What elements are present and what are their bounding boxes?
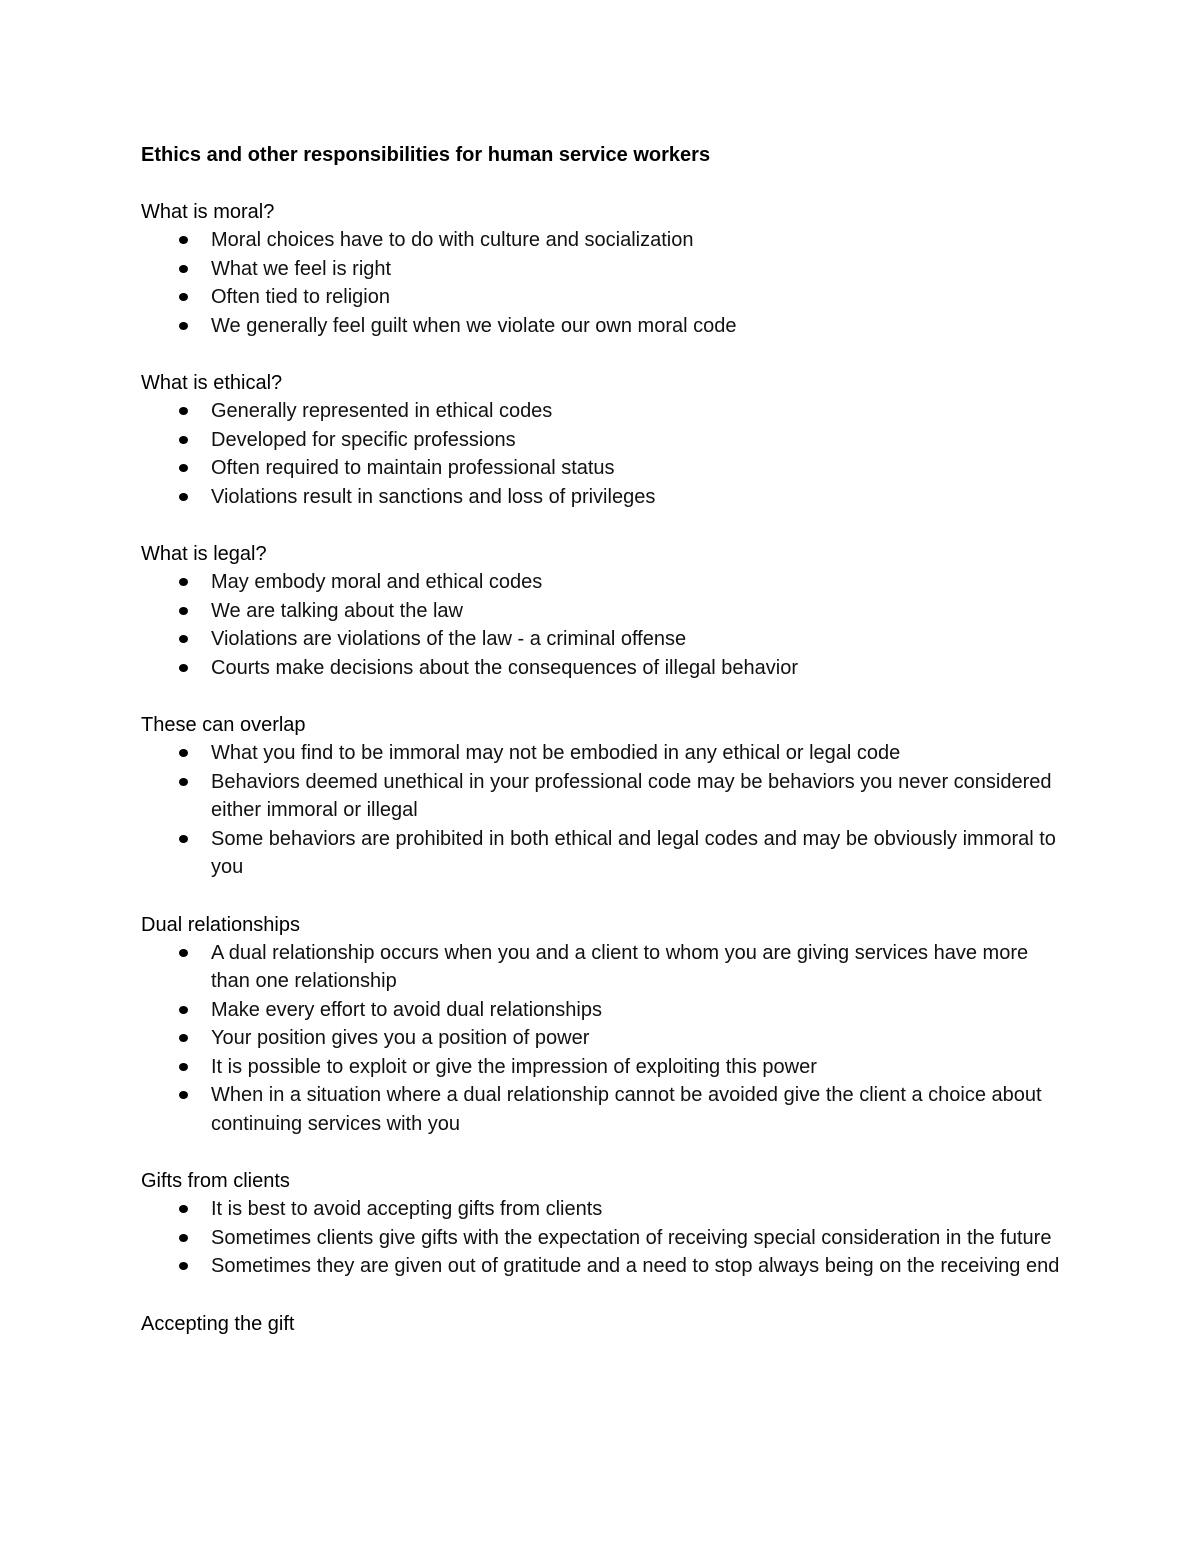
- list-item-text: Often tied to religion: [211, 286, 390, 308]
- list-item-text: Sometimes they are given out of gratitude and a need to stop always being on the receiving end: [211, 1255, 1060, 1277]
- list-item: [141, 654, 1060, 683]
- list-item-text: We are talking about the law: [211, 599, 464, 622]
- list-item: [141, 397, 1060, 426]
- list-item: [141, 1053, 1060, 1082]
- bullet-dot-icon: [179, 1234, 188, 1242]
- bullet-dot-icon: [179, 1063, 188, 1071]
- list-item: [141, 1195, 1060, 1224]
- list-item: [141, 255, 1060, 284]
- bullet-dot-icon: [179, 236, 188, 244]
- list-item-text: When in a situation where a dual relationship cannot be avoided give the client a choice about continuing services with you: [211, 1084, 1042, 1135]
- list-item: [141, 939, 1060, 996]
- list-item: [141, 1252, 1060, 1281]
- section: [141, 198, 1060, 340]
- list-item-text: Violations are violations of the law - a criminal offense: [211, 628, 687, 650]
- list-item-text: What you find to be immoral may not be embodied in any ethical or legal code: [211, 742, 901, 764]
- bullet-dot-icon: [179, 1034, 188, 1042]
- list-item: [141, 312, 1060, 341]
- list-item-text: May embody moral and ethical codes: [211, 571, 543, 593]
- bullet-dot-icon: [179, 607, 188, 615]
- bullet-dot-icon: [179, 835, 188, 843]
- bullet-list: [141, 397, 1060, 511]
- list-item-text: Your position gives you a position of power: [211, 1027, 590, 1049]
- bullet-dot-icon: [179, 664, 188, 672]
- bullet-dot-icon: [179, 436, 188, 444]
- bullet-dot-icon: [179, 635, 188, 643]
- list-item: [141, 568, 1060, 597]
- section-heading: What is ethical?: [141, 372, 283, 394]
- list-item: [141, 739, 1060, 768]
- list-item: [141, 1081, 1060, 1138]
- section-heading: Gifts from clients: [141, 1170, 290, 1192]
- list-item: [141, 1024, 1060, 1053]
- bullet-list: [141, 1195, 1060, 1281]
- list-item-text: Generally represented in ethical codes: [211, 400, 553, 422]
- section: [141, 369, 1060, 511]
- list-item-text: Make every effort to avoid dual relationships: [211, 998, 602, 1021]
- list-item-text: Developed for specific professions: [211, 428, 516, 451]
- list-item-text: It is possible to exploit or give the impression of exploiting this power: [211, 1055, 817, 1078]
- list-item: [141, 483, 1060, 512]
- section-heading: What is legal?: [141, 543, 267, 565]
- list-item-text: Some behaviors are prohibited in both ethical and legal codes and may be obviously immoral to you: [211, 827, 1056, 878]
- list-item-text: We generally feel guilt when we violate our own moral code: [211, 314, 737, 337]
- bullet-list: [141, 739, 1060, 882]
- list-item: [141, 825, 1060, 882]
- bullet-dot-icon: [179, 464, 188, 472]
- bullet-dot-icon: [179, 949, 188, 957]
- bullet-dot-icon: [179, 1091, 188, 1099]
- list-item: [141, 226, 1060, 255]
- bullet-dot-icon: [179, 265, 188, 273]
- bullet-dot-icon: [179, 578, 188, 586]
- bullet-list: [141, 939, 1060, 1139]
- bullet-dot-icon: [179, 1205, 188, 1213]
- bullet-dot-icon: [179, 493, 188, 501]
- list-item-text: It is best to avoid accepting gifts from clients: [211, 1198, 603, 1220]
- section: [141, 1310, 1060, 1338]
- list-item: [141, 283, 1060, 312]
- section: [141, 1167, 1060, 1281]
- section: [141, 540, 1060, 682]
- section-heading: These can overlap: [141, 714, 306, 736]
- bullet-dot-icon: [179, 749, 188, 757]
- section: [141, 911, 1060, 1139]
- list-item-text: Sometimes clients give gifts with the expectation of receiving special consideration in the future: [211, 1226, 1052, 1249]
- bullet-list: [141, 568, 1060, 682]
- list-item: [141, 625, 1060, 654]
- list-item-text: Behaviors deemed unethical in your professional code may be behaviors you never considered either immoral or illegal: [211, 770, 1052, 821]
- bullet-dot-icon: [179, 778, 188, 786]
- section-heading: What is moral?: [141, 201, 275, 223]
- section: [141, 711, 1060, 882]
- list-item-text: Courts make decisions about the consequences of illegal behavior: [211, 656, 799, 679]
- list-item: [141, 768, 1060, 825]
- list-item-text: Moral choices have to do with culture and socialization: [211, 229, 694, 251]
- bullet-dot-icon: [179, 1006, 188, 1014]
- list-item: [141, 1224, 1060, 1253]
- list-item: [141, 996, 1060, 1025]
- list-item-text: What we feel is right: [211, 257, 392, 280]
- document-title: Ethics and other responsibilities for human service workers: [141, 144, 711, 166]
- document-body: [141, 198, 1060, 1338]
- list-item-text: Violations result in sanctions and loss of privileges: [211, 485, 656, 508]
- list-item: [141, 597, 1060, 626]
- section-heading: Accepting the gift: [141, 1312, 295, 1335]
- bullet-dot-icon: [179, 407, 188, 415]
- list-item: [141, 426, 1060, 455]
- list-item-text: Often required to maintain professional status: [211, 457, 615, 479]
- bullet-dot-icon: [179, 1262, 188, 1270]
- list-item-text: A dual relationship occurs when you and a client to whom you are giving services have more than one relationship: [211, 941, 1029, 992]
- bullet-dot-icon: [179, 293, 188, 301]
- bullet-list: [141, 226, 1060, 340]
- section-heading: Dual relationships: [141, 913, 300, 936]
- list-item: [141, 454, 1060, 483]
- bullet-dot-icon: [179, 322, 188, 330]
